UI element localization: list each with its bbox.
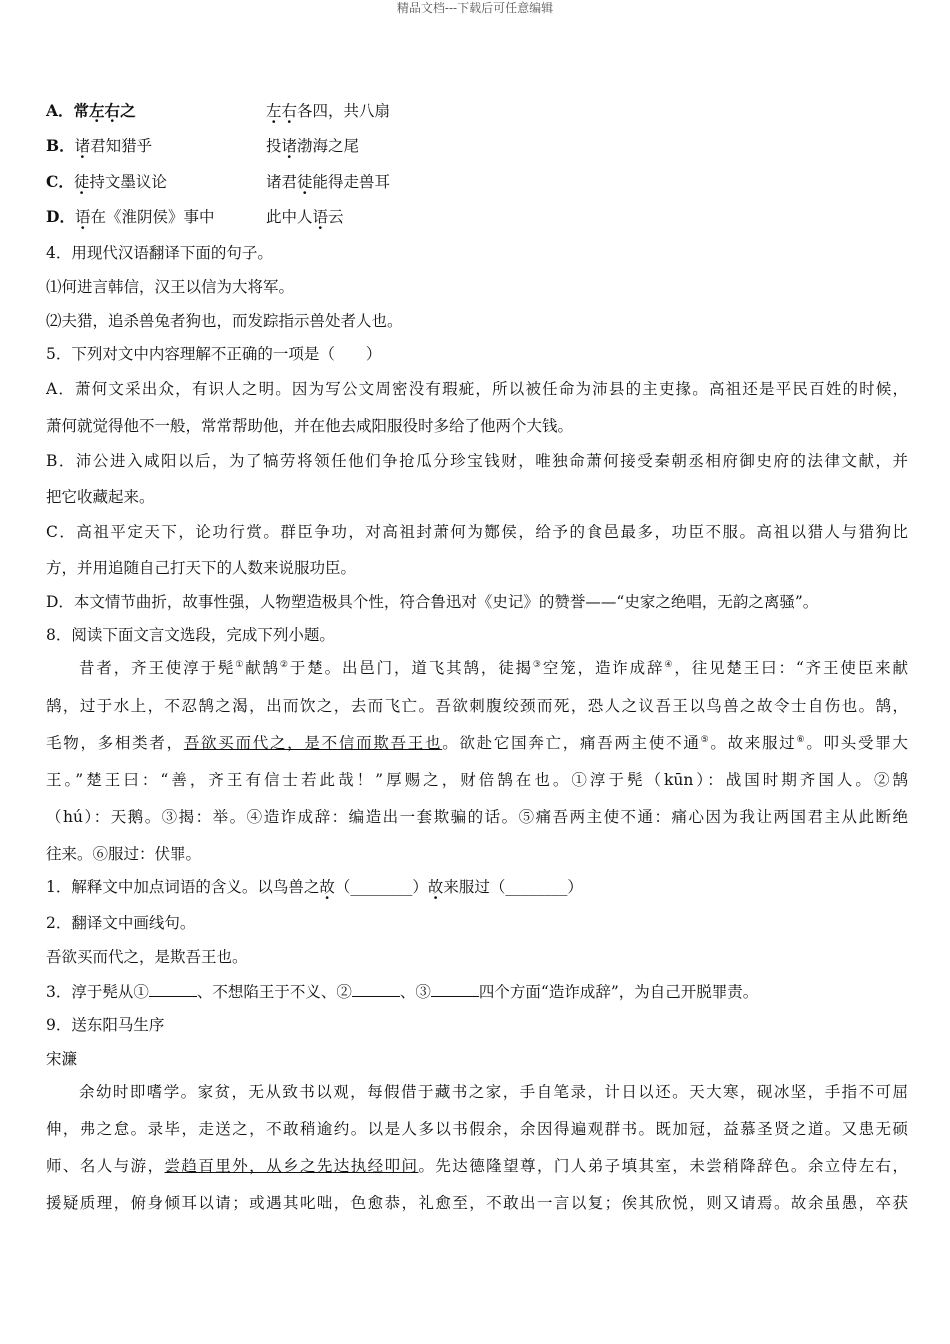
q5-title: 5．下列对文中内容理解不正确的一项是（ ） (46, 345, 382, 363)
q8-sub2: 2．翻译文中画线句。 (46, 914, 196, 932)
option-a-right: 左右各四，共八扇 (266, 102, 391, 120)
option-d-left: D．语在《淮阴侯》事中 (46, 207, 215, 226)
q8-sub2-text: 吾欲买而代之，是欺吾王也。 (46, 948, 248, 966)
option-b-left: B．诸君知猎乎 (46, 136, 153, 155)
page-header: 精品文档---下载后可任意编辑 (396, 1, 554, 15)
blank-2 (352, 981, 400, 997)
q5-option-a-line2: 萧何就觉得他不一般，常常帮助他，并在他去咸阳服役时多给了他两个大钱。 (46, 417, 574, 435)
q5-option-a-line1: A．萧何文采出众，有识人之明。因为写公文周密没有瑕疵，所以被任命为沛县的主吏掾。高祖还是平民百姓的时候， (46, 380, 908, 398)
q8-sub3: 3．淳于髡从① 、不想陷王于不义、② 、③ 四个方面“造诈成辞”，为自己开脱罪责。 (46, 983, 759, 1001)
q4-sentence-1: ⑴何进言韩信，汉王以信为大将军。 (46, 278, 295, 296)
option-c-right: 诸君徒能得走兽耳 (266, 173, 391, 191)
blank-1 (149, 981, 197, 997)
q4-sentence-2: ⑵夫猎，追杀兽兔者狗也，而发踪指示兽处者人也。 (46, 312, 403, 330)
q8-passage-line2: 鹄，过于水上，不忍鹄之渴，出而饮之，去而飞亡。吾欲刺腹绞颈而死，恐人之议吾王以鸟兽之故令士自伤也。鹄， (46, 697, 908, 715)
q8-passage-line4: 王。”楚王曰：“善，齐王有信士若此哉！”厚赐之，财倍鹄在也。①淳于髡（kūn）：战国时期齐国人。②鹄 (46, 771, 908, 789)
underlined-sentence-q9: 尝趋百里外，从乡之先达执经叩问 (164, 1157, 419, 1175)
q8-passage-line3: 毛物，多相类者，吾欲买而代之，是不信而欺吾王也。欲赴它国奔亡，痛吾两主使不通⑤。故来服过⑥。叩头受罪大 (46, 734, 908, 752)
q9-passage-line4: 援疑质理，俯身倾耳以请；或遇其叱咄，色愈恭，礼愈至，不敢出一言以复；俟其欣悦，则又请焉。故余虽愚，卒获 (46, 1194, 908, 1212)
option-c-left: C．徒持文墨议论 (46, 172, 167, 191)
q8-title: 8．阅读下面文言文选段，完成下列小题。 (46, 626, 335, 644)
q9-passage-line2: 伸，弗之怠。录毕，走送之，不敢稍逾约。以是人多以书假余，余因得遍观群书。既加冠，益慕圣贤之道。又患无硕 (46, 1120, 908, 1138)
q5-option-b-line2: 把它收藏起来。 (46, 488, 155, 506)
q5-option-b-line1: B．沛公进入咸阳以后，为了犒劳将领任他们争抢瓜分珍宝钱财，唯独命萧何接受秦朝丞相府御史府的法律文献，并 (46, 452, 908, 470)
option-b-right: 投诸渤海之尾 (266, 137, 360, 155)
q5-option-c-line1: C．高祖平定天下，论功行赏。群臣争功，对高祖封萧何为酂侯，给予的食邑最多，功臣不服。高祖以猎人与猎狗比 (46, 523, 908, 541)
q9-passage-line1: 余幼时即嗜学。家贫，无从致书以观，每假借于藏书之家，手自笔录，计日以还。天大寒，砚冰坚，手指不可屈 (79, 1083, 908, 1101)
q8-sub1: 1．解释文中加点词语的含义。以鸟兽之故（________）故来服过（________） (46, 878, 583, 896)
q5-option-d: D．本文情节曲折，故事性强，人物塑造极具个性，符合鲁迅对《史记》的赞誉——“史家之绝唱，无韵之离骚”。 (46, 593, 819, 611)
q5-option-c-line2: 方，并用追随自己打天下的人数来说服功臣。 (46, 559, 357, 577)
q9-passage-line3: 师、名人与游，尝趋百里外，从乡之先达执经叩问。先达德隆望尊，门人弟子填其室，未尝稍降辞色。余立侍左右， (46, 1157, 908, 1175)
q8-passage-line5: （hú）：天鹅。③揭：举。④造诈成辞：编造出一套欺骗的话。⑤痛吾两主使不通：痛心因为我让两国君主从此断绝 (46, 808, 908, 826)
q4-title: 4．用现代汉语翻译下面的句子。 (46, 244, 273, 262)
q8-passage-line1: 昔者，齐王使淳于髡①献鹄②于楚。出邑门，道飞其鹄，徒揭③空笼，造诈成辞④，往见楚王曰：“齐王使臣来献 (79, 659, 908, 677)
q8-passage-line6: 往来。⑥服过：伏罪。 (46, 845, 202, 863)
blank-3 (431, 981, 479, 997)
q9-author: 宋濂 (46, 1050, 78, 1068)
underlined-sentence: 吾欲买而代之，是不信而欺吾王也 (183, 734, 443, 752)
option-a-left: A．常左右之 (46, 101, 136, 120)
q9-title: 9．送东阳马生序 (46, 1016, 165, 1034)
option-d-right: 此中人语云 (266, 208, 344, 226)
